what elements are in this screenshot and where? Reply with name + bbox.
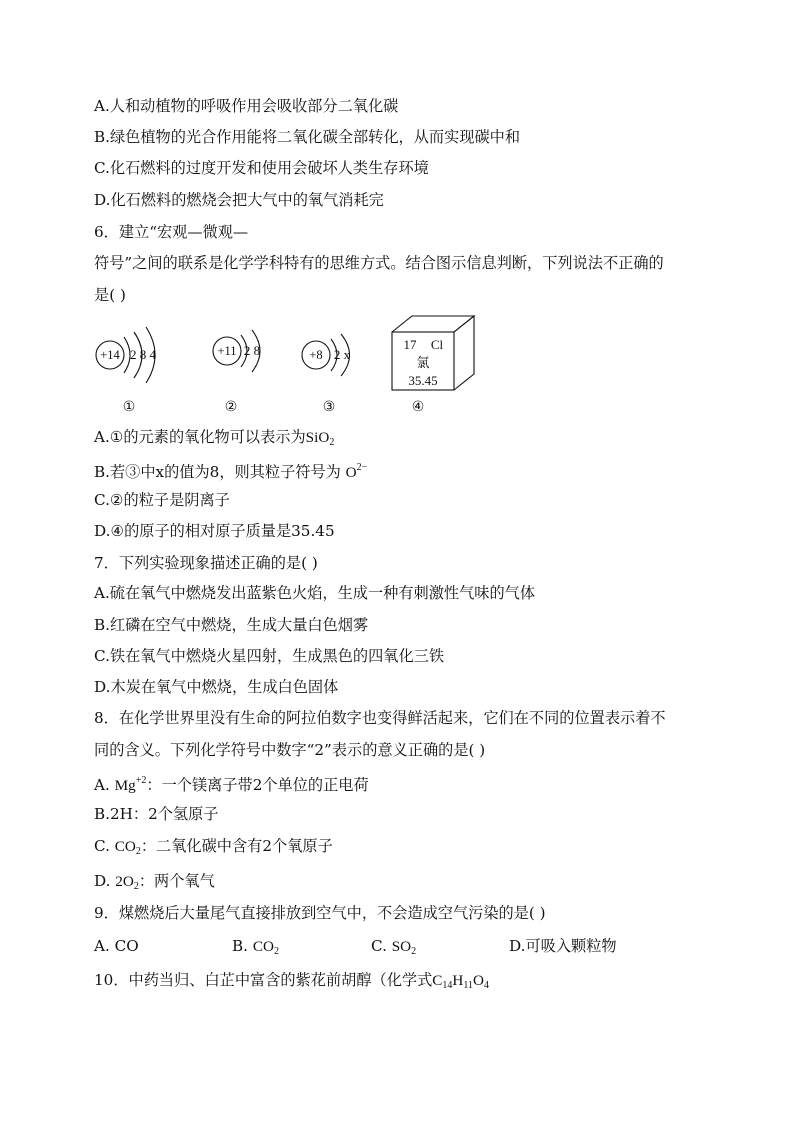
figure-label-3: ③ (322, 399, 336, 415)
element-name: 氯 (416, 356, 430, 371)
element-box-top (392, 316, 474, 332)
q8-option-b: B.2H：2个氢原子 (94, 805, 219, 823)
figure-label-2: ② (224, 399, 238, 415)
q10-stem: 10．中药当归、白芷中富含的紫花前胡醇（化学式$C_{14}H_{11}O_4$ (94, 971, 489, 991)
atom2-electrons: 2 8 (243, 343, 261, 358)
element-atomic-mass: 35.45 (408, 373, 438, 388)
figure-label-1: ① (122, 399, 136, 415)
q9-option-d: D.可吸入颗粒物 (509, 937, 617, 955)
q9-option-b: B. $CO_2$ (232, 937, 279, 957)
element-symbol: Cl (430, 337, 444, 352)
q6-stem-line1: 6．建立“宏观—微观— (94, 223, 249, 241)
q7-option-a: A.硫在氧气中燃烧发出蓝紫色火焰，生成一种有刺激性气味的气体 (94, 584, 536, 602)
q9-option-c: C. $SO_2$ (371, 937, 417, 957)
atom1-electrons: 2 8 4 (130, 347, 156, 362)
q8-stem-line2: 同的含义。下列化学符号中数字“2”表示的意义正确的是( ) (94, 741, 486, 759)
q5-option-d: D.化石燃料的燃烧会把大气中的氧气消耗完 (94, 191, 384, 209)
q8-stem-line1: 8．在化学世界里没有生命的阿拉伯数字也变得鲜活起来，它们在不同的位置表示着不 (94, 709, 666, 727)
q9-stem: 9．煤燃烧后大量尾气直接排放到空气中，不会造成空气污染的是( ) (94, 904, 546, 922)
q6-stem-line2: 符号”之间的联系是化学学科特有的思维方式。结合图示信息判断，下列说法不正确的 (94, 254, 664, 272)
q7-option-b: B.红磷在空气中燃烧，生成大量白色烟雾 (94, 616, 369, 634)
q7-option-c: C.铁在氧气中燃烧火星四射，生成黑色的四氧化三铁 (94, 647, 445, 665)
figure-label-4: ④ (411, 399, 425, 415)
q8-option-a: A. $Mg^{+2}$：一个镁离子带2个单位的正电荷 (94, 775, 369, 794)
q6-option-a: A.①的元素的氧化物可以表示为SiO$_2$ (94, 428, 335, 448)
q6-option-c: C.②的粒子是阴离子 (94, 491, 230, 509)
q9-option-a: A. CO (94, 937, 139, 955)
q6-option-b: B.若③中x的值为8，则其粒子符号为 $O^{2-}$ (94, 462, 368, 481)
atom1-nucleus-charge: +14 (100, 348, 120, 362)
atom2-nucleus-charge: +11 (217, 344, 237, 358)
q6-option-d: D.④的原子的相对原子质量是35.45 (94, 522, 335, 540)
q6-stem-line3: 是( ) (94, 286, 126, 304)
q5-option-c: C.化石燃料的过度开发和使用会破坏人类生存环境 (94, 159, 429, 177)
element-box-side (454, 316, 474, 390)
q7-stem: 7．下列实验现象描述正确的是( ) (94, 554, 318, 572)
element-atomic-number: 17 (403, 337, 417, 352)
q8-option-c: C. $CO_2$：二氧化碳中含有2个氧原子 (94, 837, 333, 857)
q6-figure (0, 0, 794, 420)
q5-option-a: A.人和动植物的呼吸作用会吸收部分二氧化碳 (94, 97, 399, 115)
q7-option-d: D.木炭在氧气中燃烧，生成白色固体 (94, 678, 339, 696)
atom3-nucleus-charge: +8 (309, 348, 323, 362)
q8-option-d: D. $2O_2$：两个氧气 (94, 872, 215, 892)
q5-option-b: B.绿色植物的光合作用能将二氧化碳全部转化，从而实现碳中和 (94, 128, 521, 146)
atom3-electrons: 2 x (333, 347, 351, 362)
